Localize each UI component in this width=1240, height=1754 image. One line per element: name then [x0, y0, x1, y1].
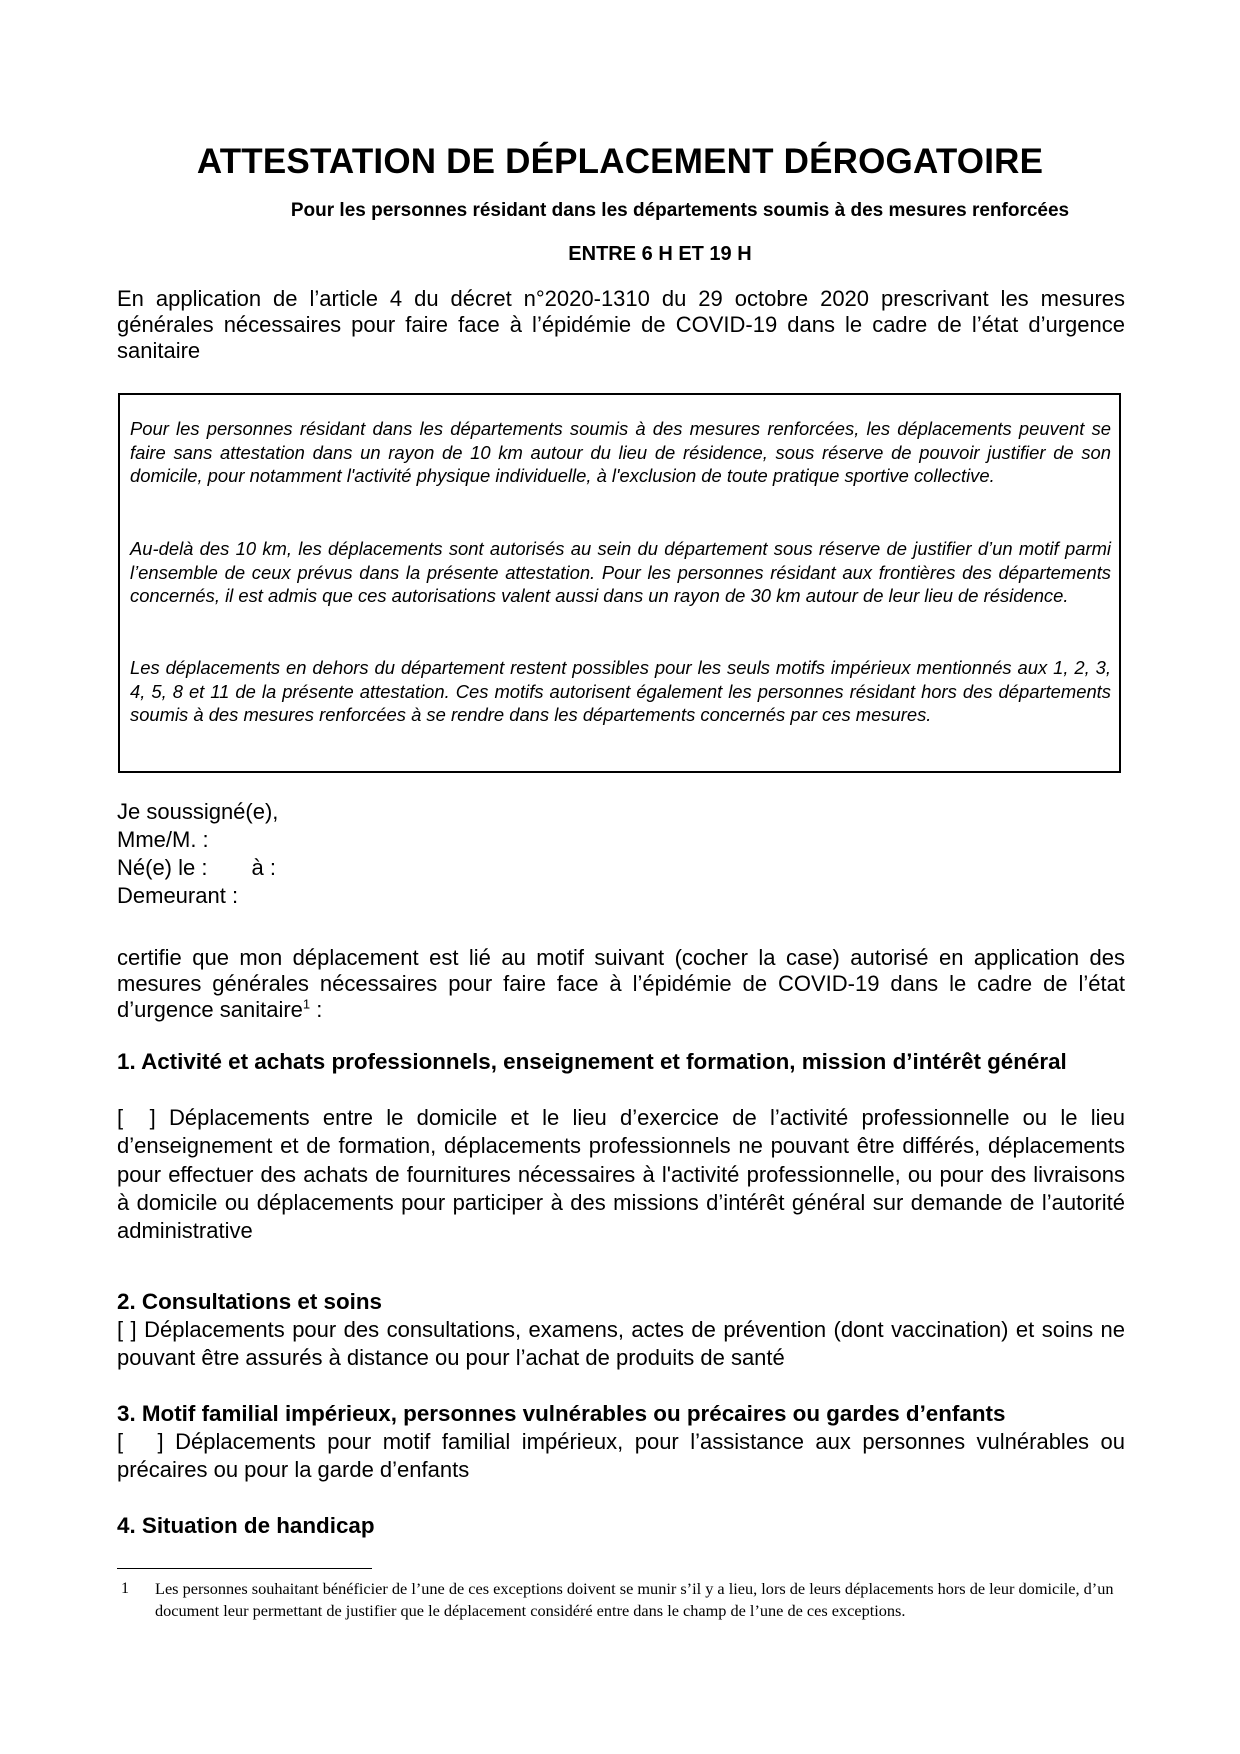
birth-field-row: [117, 854, 278, 882]
identity-fields: [117, 798, 278, 910]
notice-paragraph-3: Les déplacements en dehors du département restent possibles pour les seuls motifs impérieux mentionnés aux 1, 2, 3, 4, 5, 8 et 11 de la présente attestation. Ces motifs autorisent également les personnes résidant hors des départements soumis à des mesures renforcées à se rendre dans les départements concernés par ces mesures.: [130, 657, 1111, 726]
reason-3-checkbox[interactable]: [ ]: [117, 1429, 164, 1454]
reason-2-text: Déplacements pour des consultations, examens, actes de prévention (dont vaccination) et soins ne pouvant être assurés à distance ou pour l’achat de produits de santé: [117, 1317, 1125, 1371]
reason-3-heading: 3. Motif familial impérieux, personnes vulnérables ou précaires ou gardes d’enfants: [117, 1401, 1006, 1426]
reason-1-heading: 1. Activité et achats professionnels, enseignement et formation, mission d’intérêt général: [117, 1049, 1067, 1074]
reason-1-text: Déplacements entre le domicile et le lieu d’exercice de l’activité professionnelle ou le lieu d’enseignement et de formation, déplacements professionnels ne pouvant être différés, déplacements pour effectuer des achats de fournitures nécessaires à l'activité professionnelle, ou pour des livraisons à domicile ou déplacements pour participer à des missions d’intérêt général sur demande de l’autorité administrative: [117, 1105, 1125, 1244]
birth-date-label: Né(e) le :: [117, 855, 208, 880]
footnote-reference: 1: [302, 996, 311, 1012]
reason-2-body: [117, 1316, 1125, 1373]
reason-4-heading: 4. Situation de handicap: [117, 1513, 375, 1538]
notice-paragraph-2: Au-delà des 10 km, les déplacements sont autorisés au sein du département sous réserve de justifier d’un motif parmi l’ensemble de ceux prévus dans la présente attestation. Pour les personnes résidant aux frontières des départements concernés, il est admis que ces autorisations valent aussi dans un rayon de 30 km autour de leur lieu de résidence.: [130, 538, 1111, 607]
name-field-label: Mme/M. :: [117, 827, 209, 852]
document-subtitle: Pour les personnes résidant dans les départements soumis à des mesures renforcées: [290, 200, 1070, 221]
reason-3-body: [117, 1428, 1125, 1485]
reason-1-checkbox[interactable]: [ ]: [117, 1105, 156, 1130]
document-title: ATTESTATION DE DÉPLACEMENT DÉROGATOIRE: [196, 142, 1044, 181]
address-field-label: Demeurant :: [117, 883, 239, 908]
reason-3-text: Déplacements pour motif familial impérieux, pour l’assistance aux personnes vulnérables ou précaires ou pour la garde d’enfants: [117, 1429, 1125, 1483]
reason-1-body: [117, 1104, 1125, 1245]
certification-text: [117, 945, 1125, 1023]
legal-intro: En application de l’article 4 du décret n°2020-1310 du 29 octobre 2020 prescrivant les mesures générales nécessaires pour faire face à l’épidémie de COVID-19 dans le cadre de l’état d’urgence sanitaire: [117, 286, 1125, 363]
undersigned-label: Je soussigné(e),: [117, 799, 279, 824]
footnote-separator: [117, 1568, 372, 1569]
certification-colon: :: [310, 997, 323, 1022]
footnote-number: 1: [121, 1580, 129, 1597]
birth-place-label: à :: [251, 855, 276, 880]
notice-paragraph-1: Pour les personnes résidant dans les départements soumis à des mesures renforcées, les déplacements peuvent se faire sans attestation dans un rayon de 10 km autour du lieu de résidence, sous réserve de pouvoir justifier de son domicile, pour notamment l'activité physique individuelle, à l'exclusion de toute pratique sportive collective.: [130, 418, 1111, 487]
hours-range: ENTRE 6 H ET 19 H: [568, 243, 752, 265]
certification-statement: certifie que mon déplacement est lié au motif suivant (cocher la case) autorisé en application des mesures générales nécessaires pour faire face à l’épidémie de COVID-19 dans le cadre de l’état d’urgence sanitaire: [117, 945, 1125, 1022]
footnote-text: Les personnes souhaitant bénéficier de l’une de ces exceptions doivent se munir s’il y a lieu, lors de leurs déplacements hors de leur domicile, d’un document leur permettant de justifier que le déplacement considéré entre dans le champ de l’une de ces exceptions.: [155, 1579, 1114, 1621]
reason-2-heading: 2. Consultations et soins: [117, 1289, 382, 1314]
reason-2-checkbox[interactable]: [ ]: [117, 1317, 137, 1342]
